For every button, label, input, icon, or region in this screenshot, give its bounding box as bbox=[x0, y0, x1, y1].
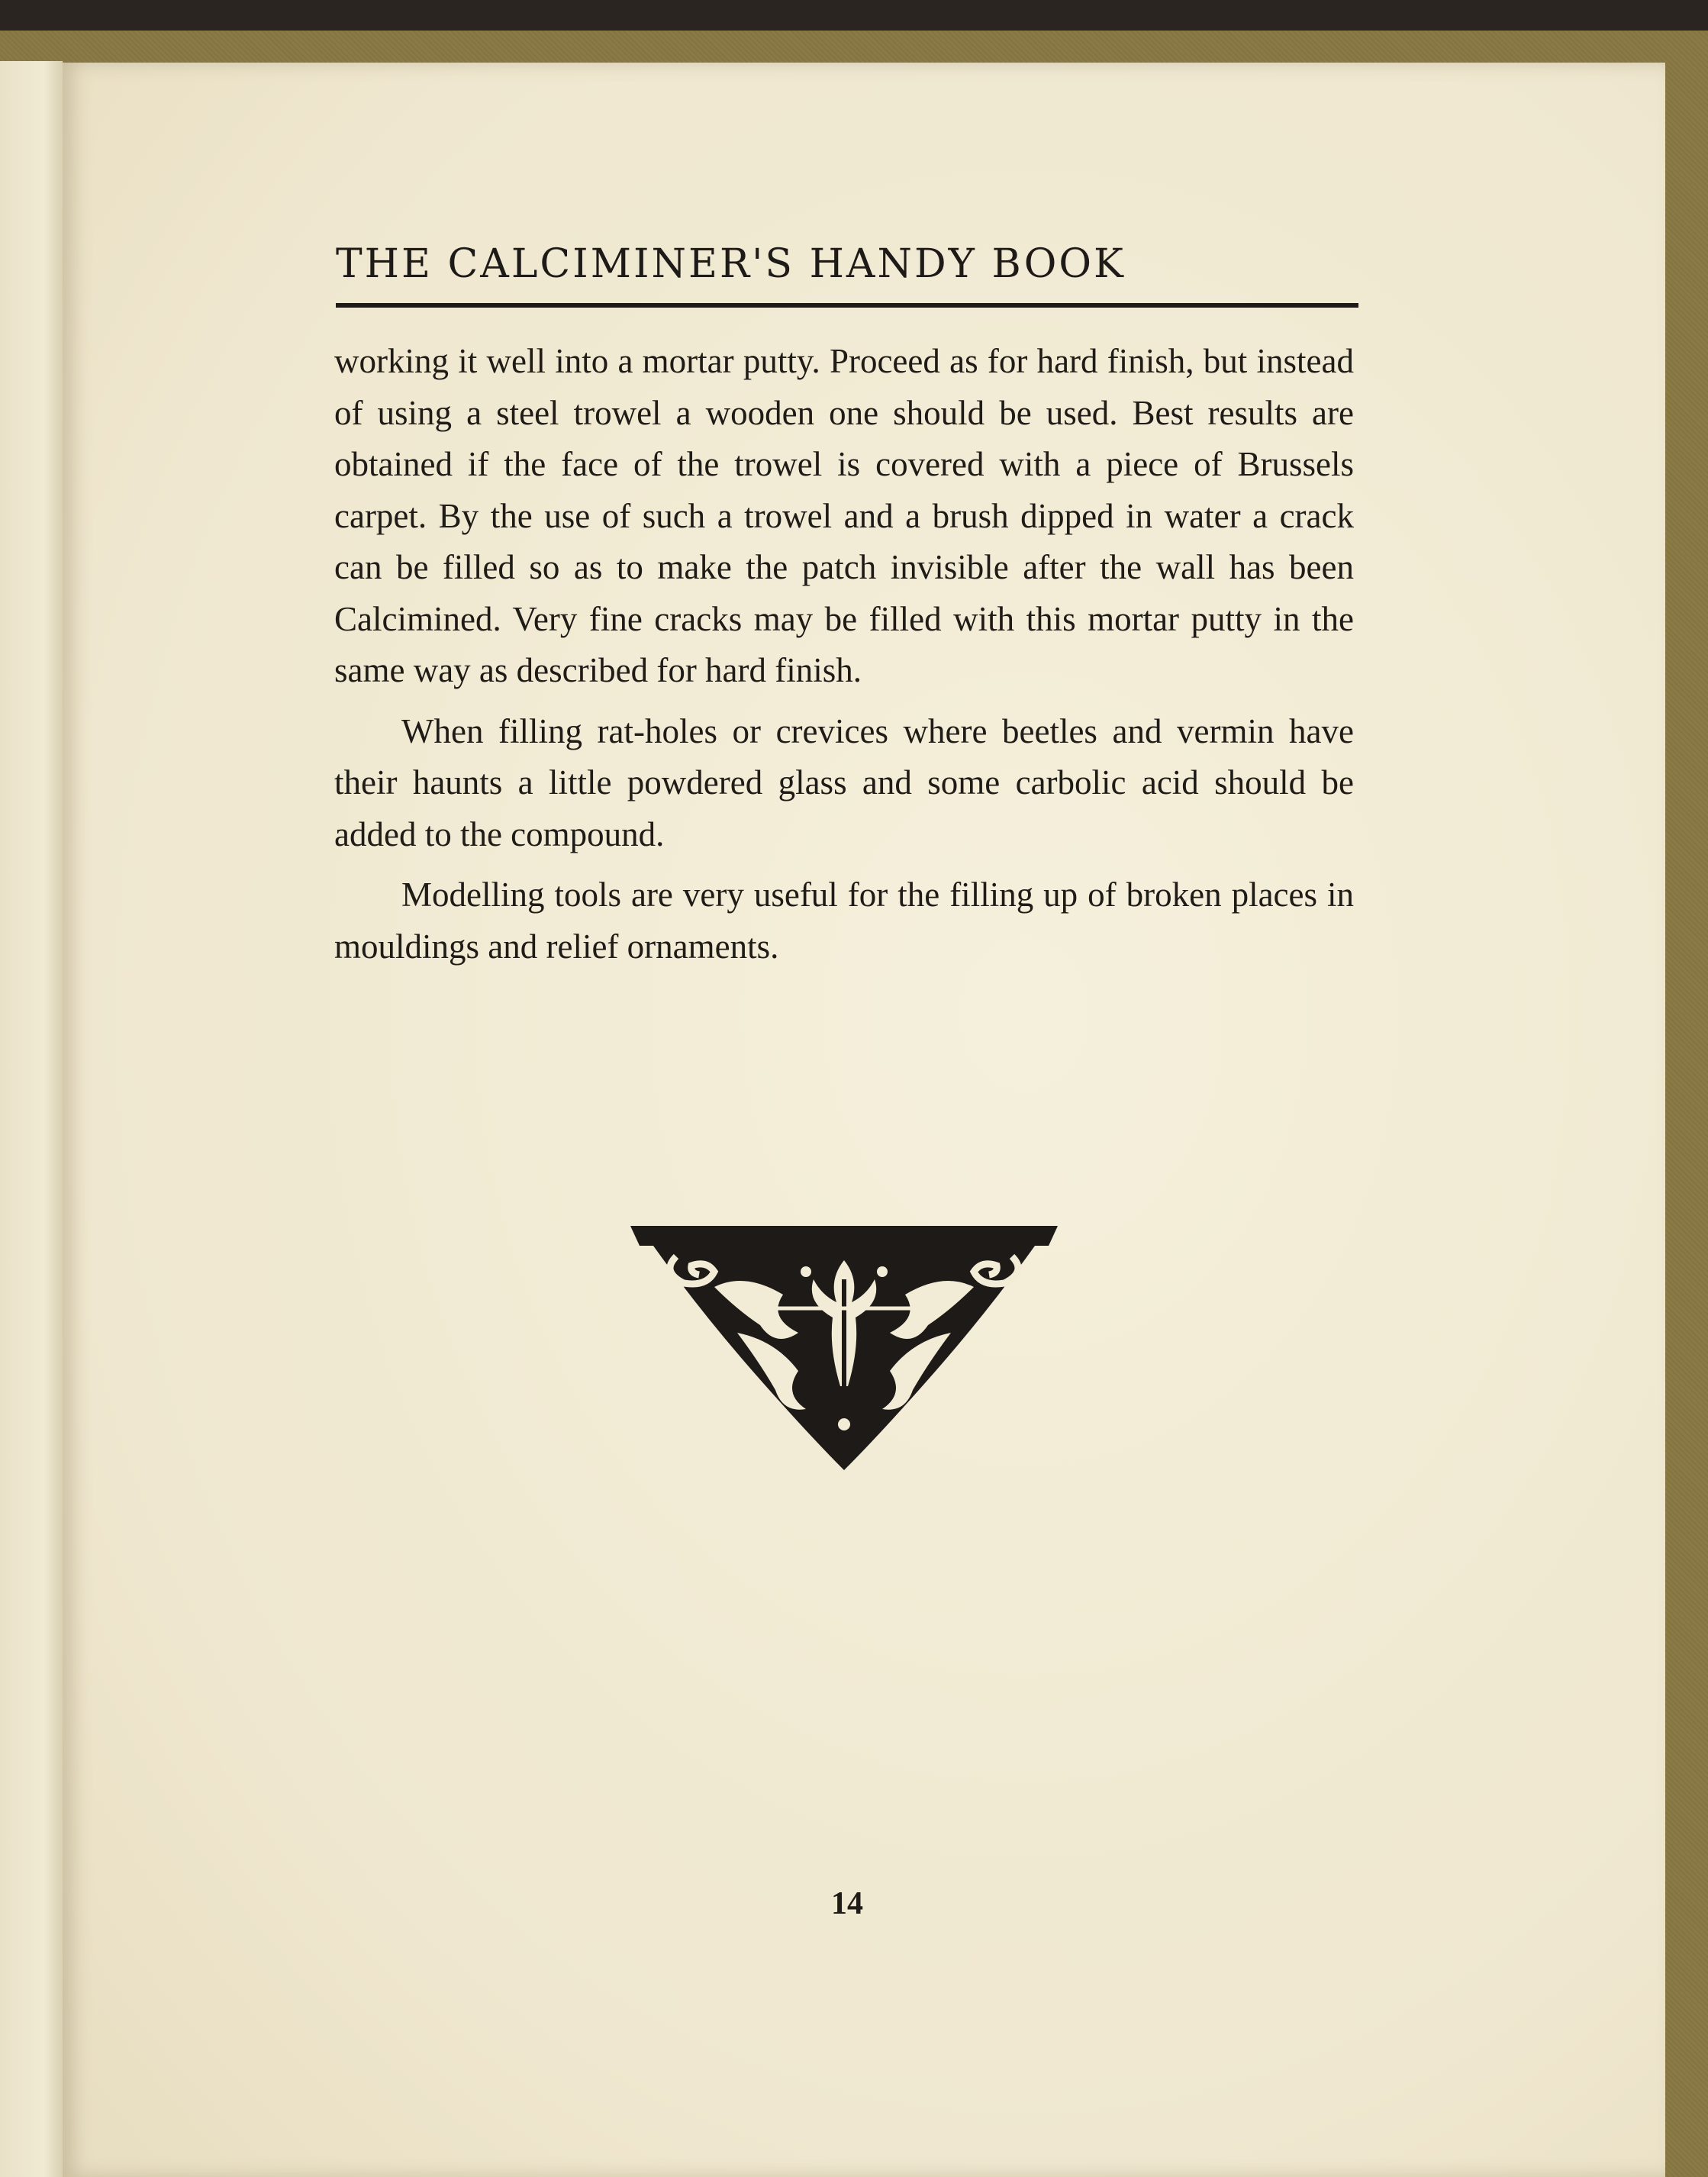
header-rule bbox=[336, 303, 1358, 308]
running-head: THE CALCIMINER'S HANDY BOOK bbox=[336, 241, 1126, 287]
paragraph-1: working it well into a mortar putty. Proceed as for hard finish, but instead of using a steel trowel a wooden one should be used. Best results are obtained if the face of the trowel is covered with a piece of Brussels carpet. By the use of such a trowel and a brush dipped in water a crack can be filled so as to make the patch invisible after the wall has been Calcimined. Very fine cracks may be filled with this mortar putty in the same way as described for hard finish. bbox=[334, 342, 1354, 689]
page-number: 14 bbox=[831, 1886, 863, 1921]
body-text bbox=[334, 336, 1354, 982]
paragraph-2: When filling rat-holes or crevices where beetles and vermin have their haunts a little powdered glass and some carbolic acid should be added to the compound. bbox=[334, 711, 1354, 853]
left-page-gutter bbox=[0, 61, 63, 2177]
paragraph-3: Modelling tools are very useful for the filling up of broken places in mouldings and relief ornaments. bbox=[334, 876, 1354, 966]
tailpiece-ornament-icon bbox=[630, 1218, 1058, 1478]
